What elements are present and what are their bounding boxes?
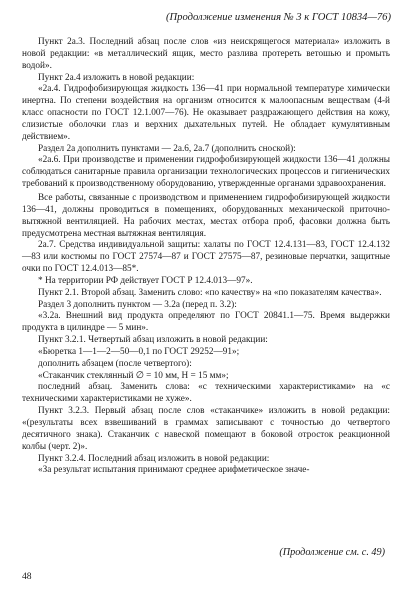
- paragraph-section-3-addition: Раздел 3 дополнить пунктом — 3.2а (перед п. 3.2):: [38, 299, 237, 310]
- paragraph-3-2-4: Пункт 3.2.4. Последний абзац изложить в новой редакции:: [38, 453, 270, 464]
- paragraph-3-2-3: Пункт 3.2.3. Первый абзац после слов «стаканчике» изложить в новой редакции: «(результаты всех взвешиваний в граммах записывают с точностью до четвертого десятичного знака). Стаканчик с навеской помещают в боковой отросток реакционной колбы (черт. 2)».: [22, 406, 390, 452]
- paragraph-2a4-intro: Пункт 2а.4 изложить в новой редакции:: [38, 72, 195, 83]
- paragraph-beaker: «Стаканчик стеклянный ∅ = 10 мм, Н = 15 мм»;: [38, 370, 229, 381]
- document-body: [22, 37, 390, 477]
- running-header: (Продолжение изменения № 3 к ГОСТ 10834—76): [165, 12, 391, 23]
- paragraph-ventilation: Все работы, связанные с производством и применением гидрофобизирующей жидкости 136—41, должны проводиться в помещениях, оборудованных механической приточно-вытяжной вентиляцией. На рабочих местах, местах отбора проб, фасовки должна быть предусмотрена местная вытяжная вентиляция.: [22, 192, 390, 239]
- paragraph-2a3: Пункт 2а.3. Последний абзац после слов «из неискрящегося материала» изложить в новой редакции: «в металлический ящик, место разлива протереть ветошью и промыть водой».: [22, 37, 390, 71]
- paragraph-2a7: 2а.7. Средства индивидуальной защиты: халаты по ГОСТ 12.4.131—83, ГОСТ 12.4.132—83 или костюмы по ГОСТ 27574—87 и ГОСТ 27575—87, резиновые перчатки, защитные очки по ГОСТ 12.4.013—85*.: [22, 240, 390, 275]
- page-number: 48: [22, 571, 32, 582]
- paragraph-2a4-text: «2а.4. Гидрофобизирующая жидкость 136—41 при нормальной температуре химически инертна. По степени воздействия на организм относится к малоопасным веществам (4-й класс опасности по ГОСТ 12.1.007—76). Не оказывает раздражающего действия на кожу, слизистые оболочки глаз и верхних дыхательных путей. Не обладает кумулятивным действием».: [22, 84, 390, 142]
- paragraph-3-2a: «3.2а. Внешний вид продукта определяют по ГОСТ 20841.1—75. Время выдержки продукта в цилиндре — 5 мин».: [22, 311, 390, 334]
- footnote-gost-r: * На территории РФ действует ГОСТ Р 12.4.013—97».: [38, 275, 253, 286]
- paragraph-2a6: «2а.6. При производстве и применении гидрофобизирующей жидкости 136—41 должны соблюдаться санитарные правила организации технологических процессов и гигиенических требований к производственному оборудованию, утвержденные органами здравоохранения.: [22, 155, 390, 190]
- paragraph-result: «За результат испытания принимают среднее арифметическое значе-: [38, 465, 310, 476]
- continuation-note: (Продолжение см. с. 49): [279, 547, 385, 558]
- paragraph-2-1: Пункт 2.1. Второй абзац. Заменить слово: «по качеству» на «по показателям качества».: [38, 287, 382, 298]
- paragraph-burette: «Бюретка 1—1—2—50—0,1 по ГОСТ 29252—91»;: [38, 346, 240, 357]
- paragraph-section-2a-addition: Раздел 2а дополнить пунктами — 2а.6, 2а.7 (дополнить сноской):: [38, 143, 296, 154]
- paragraph-supplement: дополнить абзацем (после четвертого):: [38, 358, 192, 369]
- paragraph-3-2-1: Пункт 3.2.1. Четвертый абзац изложить в новой редакции:: [38, 335, 268, 346]
- paragraph-last-replace: последний абзац. Заменить слова: «с техническими характеристиками» на «с техническими характеристиками не хуже».: [22, 382, 390, 405]
